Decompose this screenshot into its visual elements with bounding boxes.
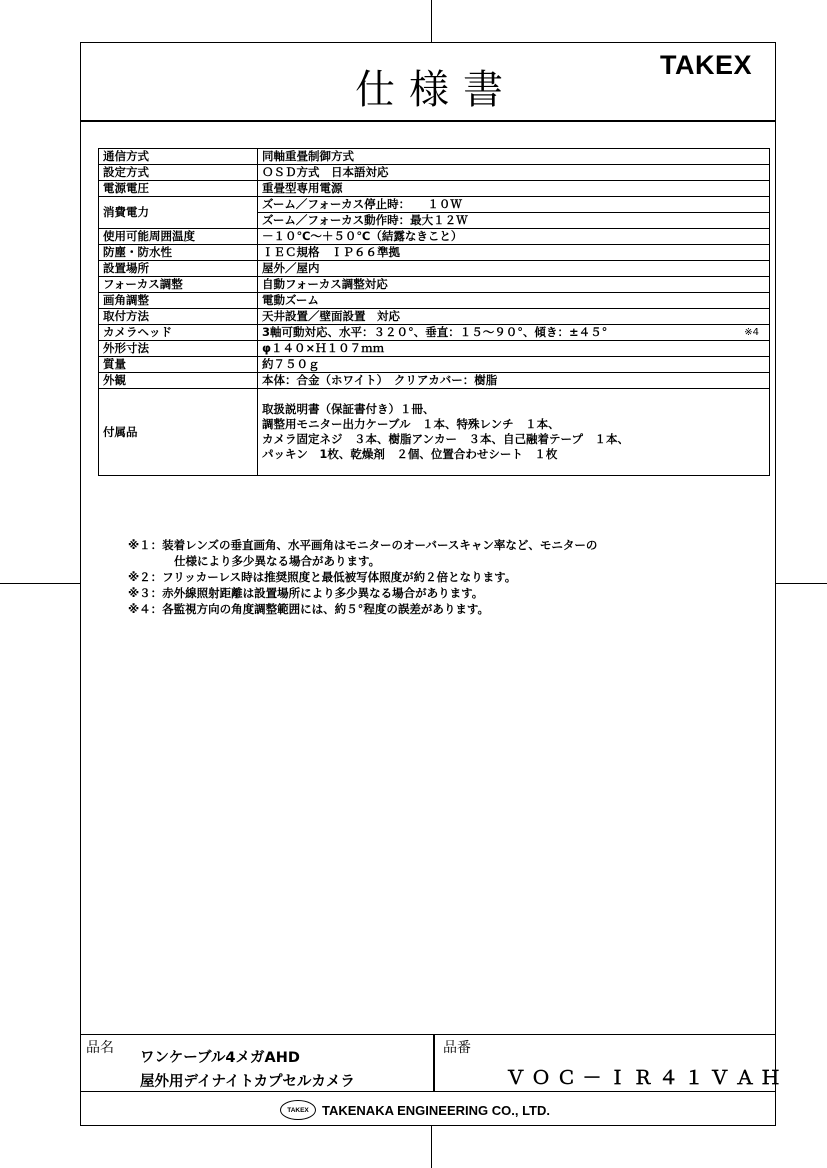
table-row bbox=[99, 149, 770, 165]
spec-key: 外形寸法 bbox=[99, 341, 258, 357]
product-number: ＶＯＣ－ＩＲ４１ＶＡＨ bbox=[506, 1067, 787, 1089]
spec-key: 質量 bbox=[99, 357, 258, 373]
spec-value: 本体：合金（ホワイト） クリアカバー：樹脂 bbox=[258, 373, 770, 389]
spec-key: 消費電力 bbox=[99, 197, 258, 229]
table-row bbox=[99, 245, 770, 261]
product-name-label: 品名 bbox=[86, 1040, 114, 1056]
table-row bbox=[99, 373, 770, 389]
company-logo bbox=[280, 1100, 316, 1120]
spec-key: 設定方式 bbox=[99, 165, 258, 181]
footnote: ※４：各監視方向の角度調整範囲には、約５°程度の誤差があります。 bbox=[128, 602, 490, 616]
accessory-line: 調整用モニター出力ケーブル １本、特殊レンチ １本、 bbox=[262, 417, 560, 431]
footnotes bbox=[128, 537, 597, 617]
spec-value: 同軸重畳制御方式 bbox=[258, 149, 770, 165]
spec-value: －１０℃～＋５０℃（結露なきこと） bbox=[258, 229, 770, 245]
spec-key: 電源電圧 bbox=[99, 181, 258, 197]
spec-key: 付属品 bbox=[99, 389, 258, 476]
spec-key: フォーカス調整 bbox=[99, 277, 258, 293]
table-row bbox=[99, 341, 770, 357]
spec-value: 自動フォーカス調整対応 bbox=[258, 277, 770, 293]
spec-value-cell bbox=[258, 389, 770, 476]
table-row bbox=[99, 389, 770, 476]
product-divider bbox=[433, 1034, 435, 1092]
spec-key: 外観 bbox=[99, 373, 258, 389]
product-name-line2: 屋外用デイナイトカプセルカメラ bbox=[140, 1074, 355, 1090]
table-row bbox=[99, 165, 770, 181]
spec-value: 約７５０ｇ bbox=[258, 357, 770, 373]
logo-text: TAKEX bbox=[287, 1106, 309, 1114]
table-row bbox=[99, 325, 770, 341]
table-row bbox=[99, 181, 770, 197]
spec-value: 屋外／屋内 bbox=[258, 261, 770, 277]
binding-mark-bottom bbox=[431, 1126, 432, 1168]
footnote: ※１：装着レンズの垂直画角、水平画角はモニターのオーバースキャン率など、モニターの bbox=[128, 538, 598, 552]
binding-mark-right bbox=[776, 583, 827, 584]
spec-key: 画角調整 bbox=[99, 293, 258, 309]
footnote: ※３：赤外線照射距離は設置場所により多少異なる場合があります。 bbox=[128, 586, 484, 600]
product-name-line1: ワンケーブル4メガAHD bbox=[140, 1050, 300, 1066]
product-number-label: 品番 bbox=[443, 1040, 471, 1056]
brand-logo-text: TAKEX bbox=[660, 50, 753, 80]
company-name: TAKENAKA ENGINEERING CO., LTD. bbox=[322, 1102, 550, 1118]
spec-value: 天井設置／壁面設置 対応 bbox=[258, 309, 770, 325]
table-row bbox=[99, 309, 770, 325]
header-divider bbox=[80, 120, 776, 122]
footnote: 仕様により多少異なる場合があります。 bbox=[174, 554, 381, 568]
table-row bbox=[99, 357, 770, 373]
spec-table bbox=[98, 148, 770, 476]
spec-value: 電動ズーム bbox=[258, 293, 770, 309]
spec-key: 使用可能周囲温度 bbox=[99, 229, 258, 245]
document-title: 仕様書 bbox=[355, 67, 517, 113]
company-footer bbox=[280, 1100, 550, 1120]
spec-value: ＩＥＣ規格 ＩＰ６６準拠 bbox=[258, 245, 770, 261]
spec-key: 設置場所 bbox=[99, 261, 258, 277]
table-row bbox=[99, 197, 770, 213]
spec-value: ＯＳＤ方式 日本語対応 bbox=[258, 165, 770, 181]
binding-mark-top bbox=[431, 0, 432, 42]
spec-key: カメラヘッド bbox=[99, 325, 258, 341]
table-row bbox=[99, 261, 770, 277]
spec-key: 防塵・防水性 bbox=[99, 245, 258, 261]
table-row bbox=[99, 277, 770, 293]
spec-key: 取付方法 bbox=[99, 309, 258, 325]
table-row bbox=[99, 293, 770, 309]
footnote: ※２：フリッカーレス時は推奨照度と最低被写体照度が約２倍となります。 bbox=[128, 570, 517, 584]
table-row bbox=[99, 229, 770, 245]
spec-value: 3軸可動対応、水平：３２０°、垂直：１５～９０°、傾き：±４５° bbox=[262, 325, 608, 339]
accessory-line: 取扱説明書（保証書付き）１冊、 bbox=[262, 402, 435, 416]
spec-value: ズーム／フォーカス動作時：最大１２Ｗ bbox=[258, 213, 770, 229]
spec-value: 重畳型専用電源 bbox=[258, 181, 770, 197]
spec-value-cell bbox=[258, 325, 770, 341]
binding-mark-left bbox=[0, 583, 80, 584]
spec-key: 通信方式 bbox=[99, 149, 258, 165]
spec-value: φ１４０×Ｈ１０７ｍｍ bbox=[258, 341, 770, 357]
spec-value: ズーム／フォーカス停止時： １０Ｗ bbox=[258, 197, 770, 213]
footnote-mark: ※4 bbox=[744, 327, 759, 338]
accessory-line: カメラ固定ネジ ３本、樹脂アンカー ３本、自己融着テープ １本、 bbox=[262, 432, 629, 446]
accessory-line: パッキン 1枚、乾燥剤 ２個、位置合わせシート １枚 bbox=[262, 447, 558, 461]
